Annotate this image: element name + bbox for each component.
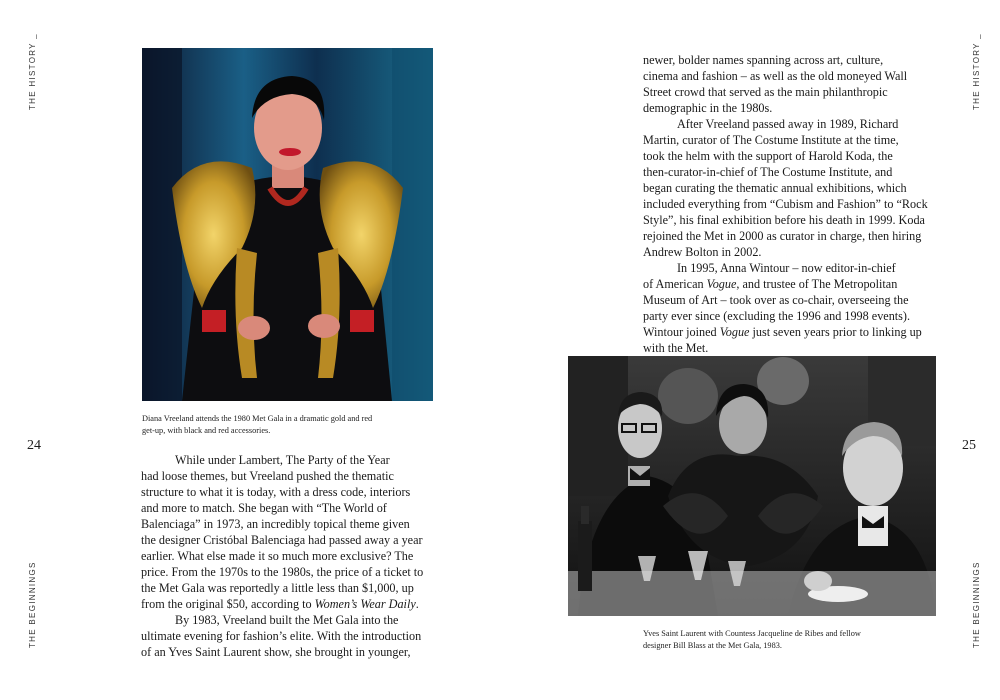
running-head-bottom: THE BEGINNINGS bbox=[972, 561, 981, 648]
running-head-top: THE HISTORY _ bbox=[972, 33, 981, 110]
body-line bbox=[643, 324, 943, 340]
right-body-text bbox=[643, 52, 943, 356]
photo-yves-saint-laurent bbox=[568, 356, 936, 616]
caption-right bbox=[643, 628, 933, 652]
italic-title: Vogue bbox=[719, 325, 750, 339]
caption-right-line: Yves Saint Laurent with Countess Jacqueline de Ribes and fellow bbox=[643, 629, 861, 638]
body-line: had loose themes, but Vreeland pushed the thematic bbox=[141, 469, 394, 483]
body-line: In 1995, Anna Wintour – now editor-in-chief bbox=[677, 261, 896, 275]
body-fragment: . bbox=[415, 597, 419, 611]
body-line: ultimate evening for fashion’s elite. With the introduction bbox=[141, 629, 422, 643]
body-line: of an Yves Saint Laurent show, she brought in younger, bbox=[141, 645, 411, 659]
caption-left bbox=[142, 413, 432, 437]
body-line: cinema and fashion – as well as the old moneyed Wall bbox=[643, 69, 908, 83]
body-line: structure to what it is today, with a dress code, interiors bbox=[141, 485, 411, 499]
body-line: included everything from “Cubism and Fashion” to “Rock bbox=[643, 197, 928, 211]
body-line: Martin, curator of The Costume Institute at the time, bbox=[643, 133, 899, 147]
body-line bbox=[643, 276, 943, 292]
body-line: rejoined the Met in 2000 as curator in charge, then hiring bbox=[643, 229, 922, 243]
body-fragment: , and trustee of The Metropolitan bbox=[736, 277, 898, 291]
body-line: with the Met. bbox=[643, 341, 709, 355]
body-line: Street crowd that served as the main philanthropic bbox=[643, 85, 888, 99]
page-number-right: 25 bbox=[962, 438, 976, 453]
body-line: the Met Gala was reportedly a little less than $1,000, up bbox=[141, 581, 414, 595]
caption-left-line: Diana Vreeland attends the 1980 Met Gala in a dramatic gold and red bbox=[142, 414, 373, 423]
body-fragment: from the original $50, according to bbox=[141, 597, 315, 611]
body-fragment: just seven years prior to linking up bbox=[749, 325, 922, 339]
page-number-left: 24 bbox=[27, 438, 41, 453]
body-line: demographic in the 1980s. bbox=[643, 101, 773, 115]
caption-left-line: get-up, with black and red accessories. bbox=[142, 426, 271, 435]
body-line: Andrew Bolton in 2002. bbox=[643, 245, 762, 259]
italic-title: Women’s Wear Daily bbox=[314, 597, 416, 611]
running-head-bottom: THE BEGINNINGS bbox=[28, 561, 37, 648]
running-head-top: THE HISTORY _ bbox=[28, 33, 37, 110]
caption-right-line: designer Bill Blass at the Met Gala, 1983. bbox=[643, 641, 782, 650]
body-line: After Vreeland passed away in 1989, Richard bbox=[677, 117, 899, 131]
body-line: Style”, his final exhibition before his death in 1999. Koda bbox=[643, 213, 925, 227]
body-line: By 1983, Vreeland built the Met Gala into the bbox=[175, 613, 399, 627]
body-line: and more to match. She began with “The World of bbox=[141, 501, 387, 515]
body-line: price. From the 1970s to the 1980s, the price of a ticket to bbox=[141, 565, 424, 579]
body-fragment: of American bbox=[643, 277, 707, 291]
body-line: Balenciaga” in 1973, an incredibly topical theme given bbox=[141, 517, 410, 531]
photo-diana-vreeland bbox=[142, 48, 433, 401]
body-line: party ever since (excluding the 1996 and 1998 events). bbox=[643, 309, 911, 323]
italic-title: Vogue bbox=[706, 277, 737, 291]
body-line: While under Lambert, The Party of the Year bbox=[175, 453, 390, 467]
body-line: began curating the thematic annual exhibitions, which bbox=[643, 181, 907, 195]
body-line: then-curator-in-chief of The Costume Institute, and bbox=[643, 165, 893, 179]
right-page bbox=[500, 0, 1000, 700]
body-line bbox=[141, 596, 441, 612]
body-line: newer, bolder names spanning across art, culture, bbox=[643, 53, 884, 67]
body-line: the designer Cristóbal Balenciaga had passed away a year bbox=[141, 533, 423, 547]
body-fragment: Wintour joined bbox=[643, 325, 720, 339]
body-line: earlier. What else made it so much more exclusive? The bbox=[141, 549, 414, 563]
left-body-text bbox=[141, 452, 441, 660]
body-line: Museum of Art – took over as co-chair, overseeing the bbox=[643, 293, 909, 307]
body-line: took the helm with the support of Harold Koda, the bbox=[643, 149, 893, 163]
